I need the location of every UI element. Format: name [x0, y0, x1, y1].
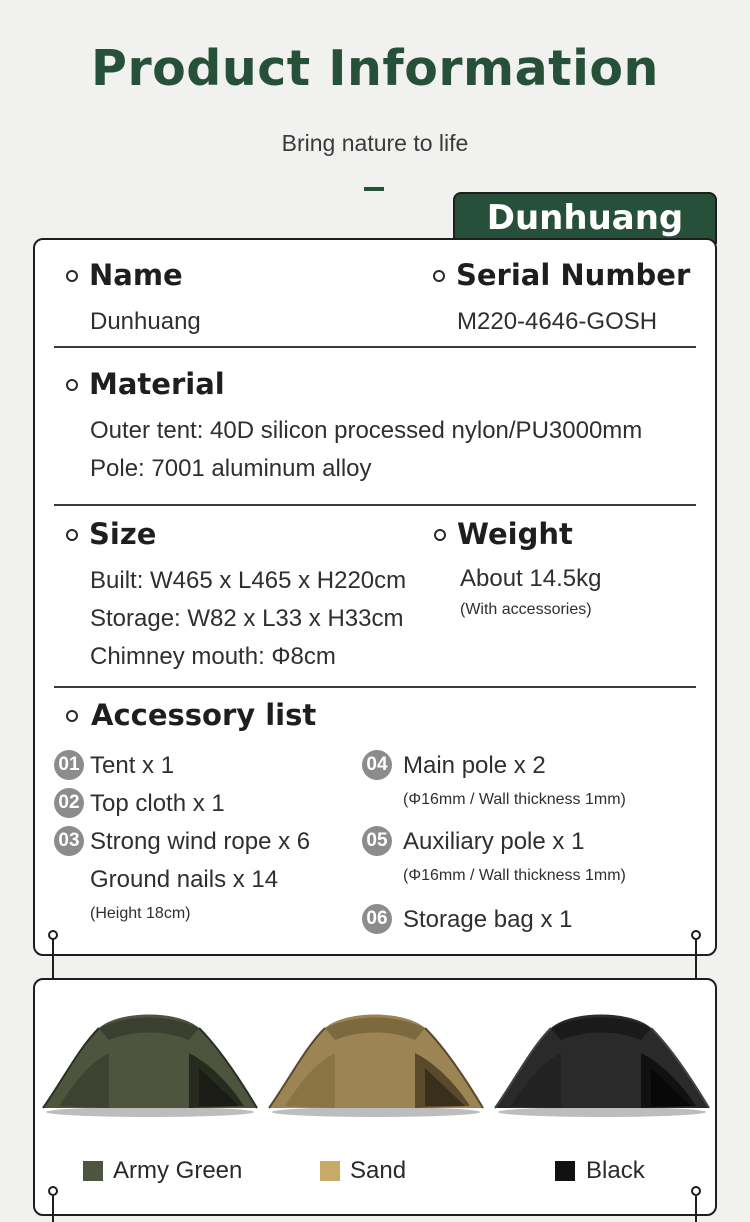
- name-heading: Name: [89, 258, 183, 292]
- connector-line: [695, 1196, 697, 1222]
- bullet-icon: [66, 710, 78, 722]
- bullet-icon: [66, 379, 78, 391]
- page-title: Product Information: [91, 40, 659, 97]
- serial-value: M220-4646-GOSH: [457, 308, 658, 335]
- connector-line: [52, 1196, 54, 1222]
- army-green-label: Army Green: [113, 1157, 243, 1184]
- weight-note: (With accessories): [460, 601, 592, 618]
- item-number-badge: 06: [362, 904, 392, 934]
- army-green-swatch: [83, 1161, 103, 1181]
- black-label: Black: [586, 1157, 645, 1184]
- weight-heading: Weight: [457, 517, 573, 551]
- bullet-icon: [66, 529, 78, 541]
- accessory-note: (Φ16mm / Wall thickness 1mm): [403, 867, 626, 884]
- connector-pin: [48, 930, 58, 940]
- material-line: Outer tent: 40D silicon processed nylon/PU3000mm: [90, 417, 643, 444]
- divider: [54, 686, 696, 688]
- tent-black-image: [491, 1008, 713, 1118]
- size-line: Built: W465 x L465 x H220cm: [90, 567, 407, 594]
- serial-heading: Serial Number: [456, 258, 691, 292]
- product-info-card: [33, 238, 717, 956]
- accessory-note: (Height 18cm): [90, 905, 191, 922]
- sand-swatch: [320, 1161, 340, 1181]
- item-number-badge: 02: [54, 788, 84, 818]
- bullet-icon: [66, 270, 78, 282]
- tent-sand-image: [265, 1008, 487, 1118]
- bullet-icon: [433, 270, 445, 282]
- tent-army-green-image: [39, 1008, 261, 1118]
- accessory-heading: Accessory list: [91, 698, 317, 732]
- item-number-badge: 03: [54, 826, 84, 856]
- size-heading: Size: [89, 517, 157, 551]
- accessory-item: Top cloth x 1: [90, 790, 225, 817]
- weight-value: About 14.5kg: [460, 565, 602, 592]
- accessory-item: Main pole x 2: [403, 752, 546, 779]
- material-heading: Material: [89, 367, 225, 401]
- accessory-item: Auxiliary pole x 1: [403, 828, 585, 855]
- item-number-badge: 05: [362, 826, 392, 856]
- divider: [54, 504, 696, 506]
- page-subtitle: Bring nature to life: [281, 130, 469, 156]
- size-line: Storage: W82 x L33 x H33cm: [90, 605, 404, 632]
- size-line: Chimney mouth: Φ8cm: [90, 643, 336, 670]
- black-swatch: [555, 1161, 575, 1181]
- accessory-item: Ground nails x 14: [90, 866, 279, 893]
- sand-label: Sand: [350, 1157, 407, 1184]
- item-number-badge: 01: [54, 750, 84, 780]
- connector-pin: [691, 1186, 701, 1196]
- connector-pin: [691, 930, 701, 940]
- divider: [54, 346, 696, 348]
- color-options-card: [33, 978, 717, 1216]
- product-name-tab: Dunhuang: [453, 192, 717, 244]
- material-line: Pole: 7001 aluminum alloy: [90, 455, 372, 482]
- name-value: Dunhuang: [90, 308, 201, 335]
- accessory-item: Tent x 1: [90, 752, 175, 779]
- accessory-item: Storage bag x 1: [403, 906, 573, 933]
- item-number-badge: 04: [362, 750, 392, 780]
- title-divider: [364, 187, 384, 191]
- connector-pin: [48, 1186, 58, 1196]
- accessory-item: Strong wind rope x 6: [90, 828, 311, 855]
- accessory-note: (Φ16mm / Wall thickness 1mm): [403, 791, 626, 808]
- bullet-icon: [434, 529, 446, 541]
